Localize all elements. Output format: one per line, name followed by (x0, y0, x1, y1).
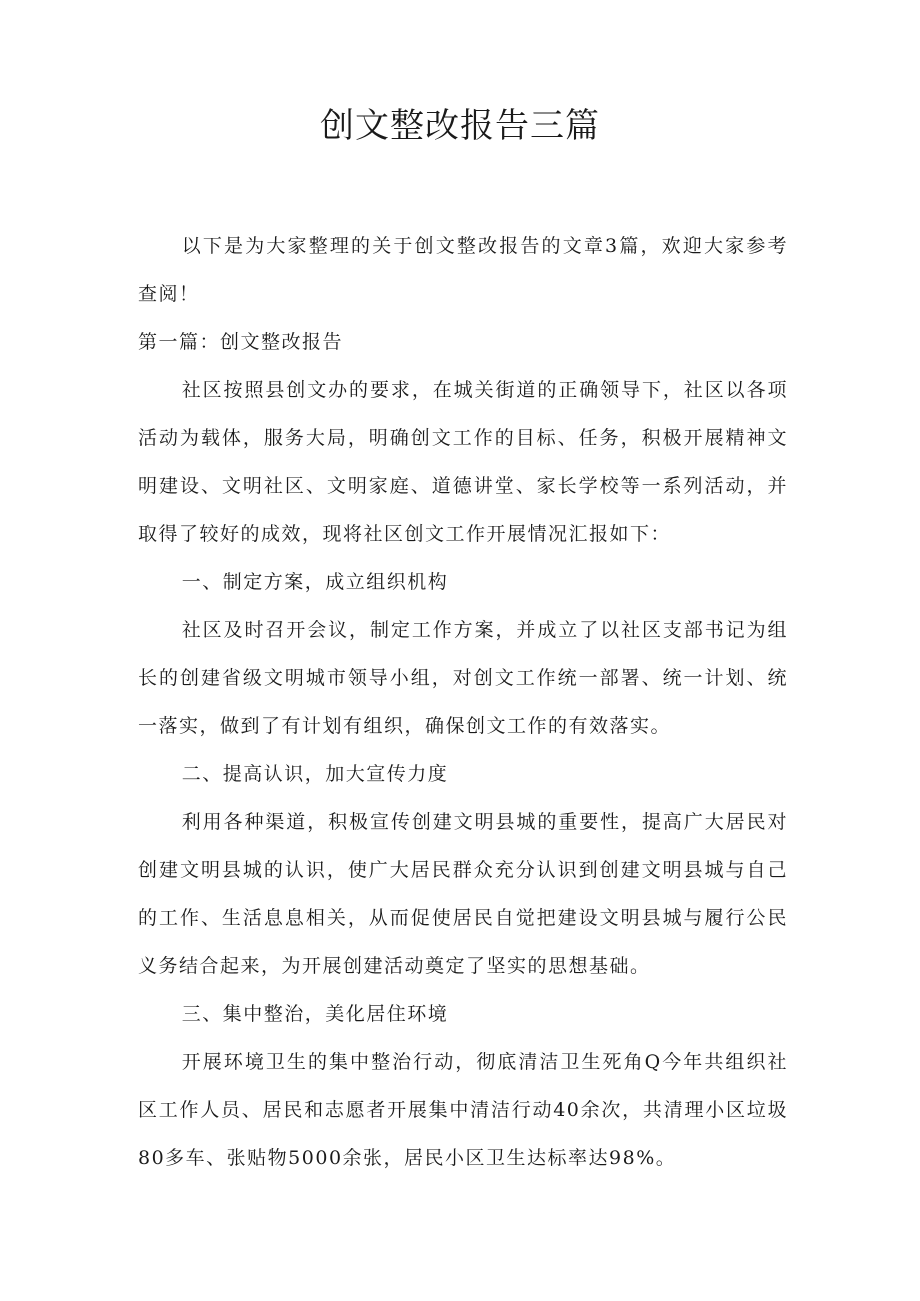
subheading-three: 三、集中整治，美化居住环境 (181, 1003, 449, 1025)
body-paragraph: 社区按照县创文办的要求，在城关街道的正确领导下，社区以各项活动为载体，服务大局，明确创文工作的目标、任务，积极开展精神文明建设、文明社区、文明家庭、道德讲堂、家长学校等一系列活动，并取得了较好的成效，现将社区创文工作开展情况汇报如下： (138, 379, 788, 545)
body-paragraph: 社区及时召开会议，制定工作方案，并成立了以社区支部书记为组长的创建省级文明城市领导小组，对创文工作统一部署、统一计划、统一落实，做到了有计划有组织，确保创文工作的有效落实。 (138, 619, 788, 737)
document-title: 创文整改报告三篇 (320, 106, 600, 146)
subheading-one: 一、制定方案，成立组织机构 (181, 571, 449, 593)
document-body (138, 222, 788, 1182)
subheading-two: 二、提高认识，加大宣传力度 (181, 763, 449, 785)
body-paragraph: 开展环境卫生的集中整治行动，彻底清洁卫生死角Q今年共组织社区工作人员、居民和志愿者开展集中清洁行动40余次，共清理小区垃圾80多车、张贴物5000余张，居民小区卫生达标率达98%。 (138, 1051, 788, 1169)
section-heading-part-one: 第一篇：创文整改报告 (138, 331, 344, 353)
intro-paragraph: 以下是为大家整理的关于创文整改报告的文章3篇，欢迎大家参考查阅！ (138, 235, 788, 305)
body-paragraph: 利用各种渠道，积极宣传创建文明县城的重要性，提高广大居民对创建文明县城的认识，使广大居民群众充分认识到创建文明县城与自己的工作、生活息息相关，从而促使居民自觉把建设文明县城与履行公民义务结合起来，为开展创建活动奠定了坚实的思想基础。 (138, 811, 788, 977)
